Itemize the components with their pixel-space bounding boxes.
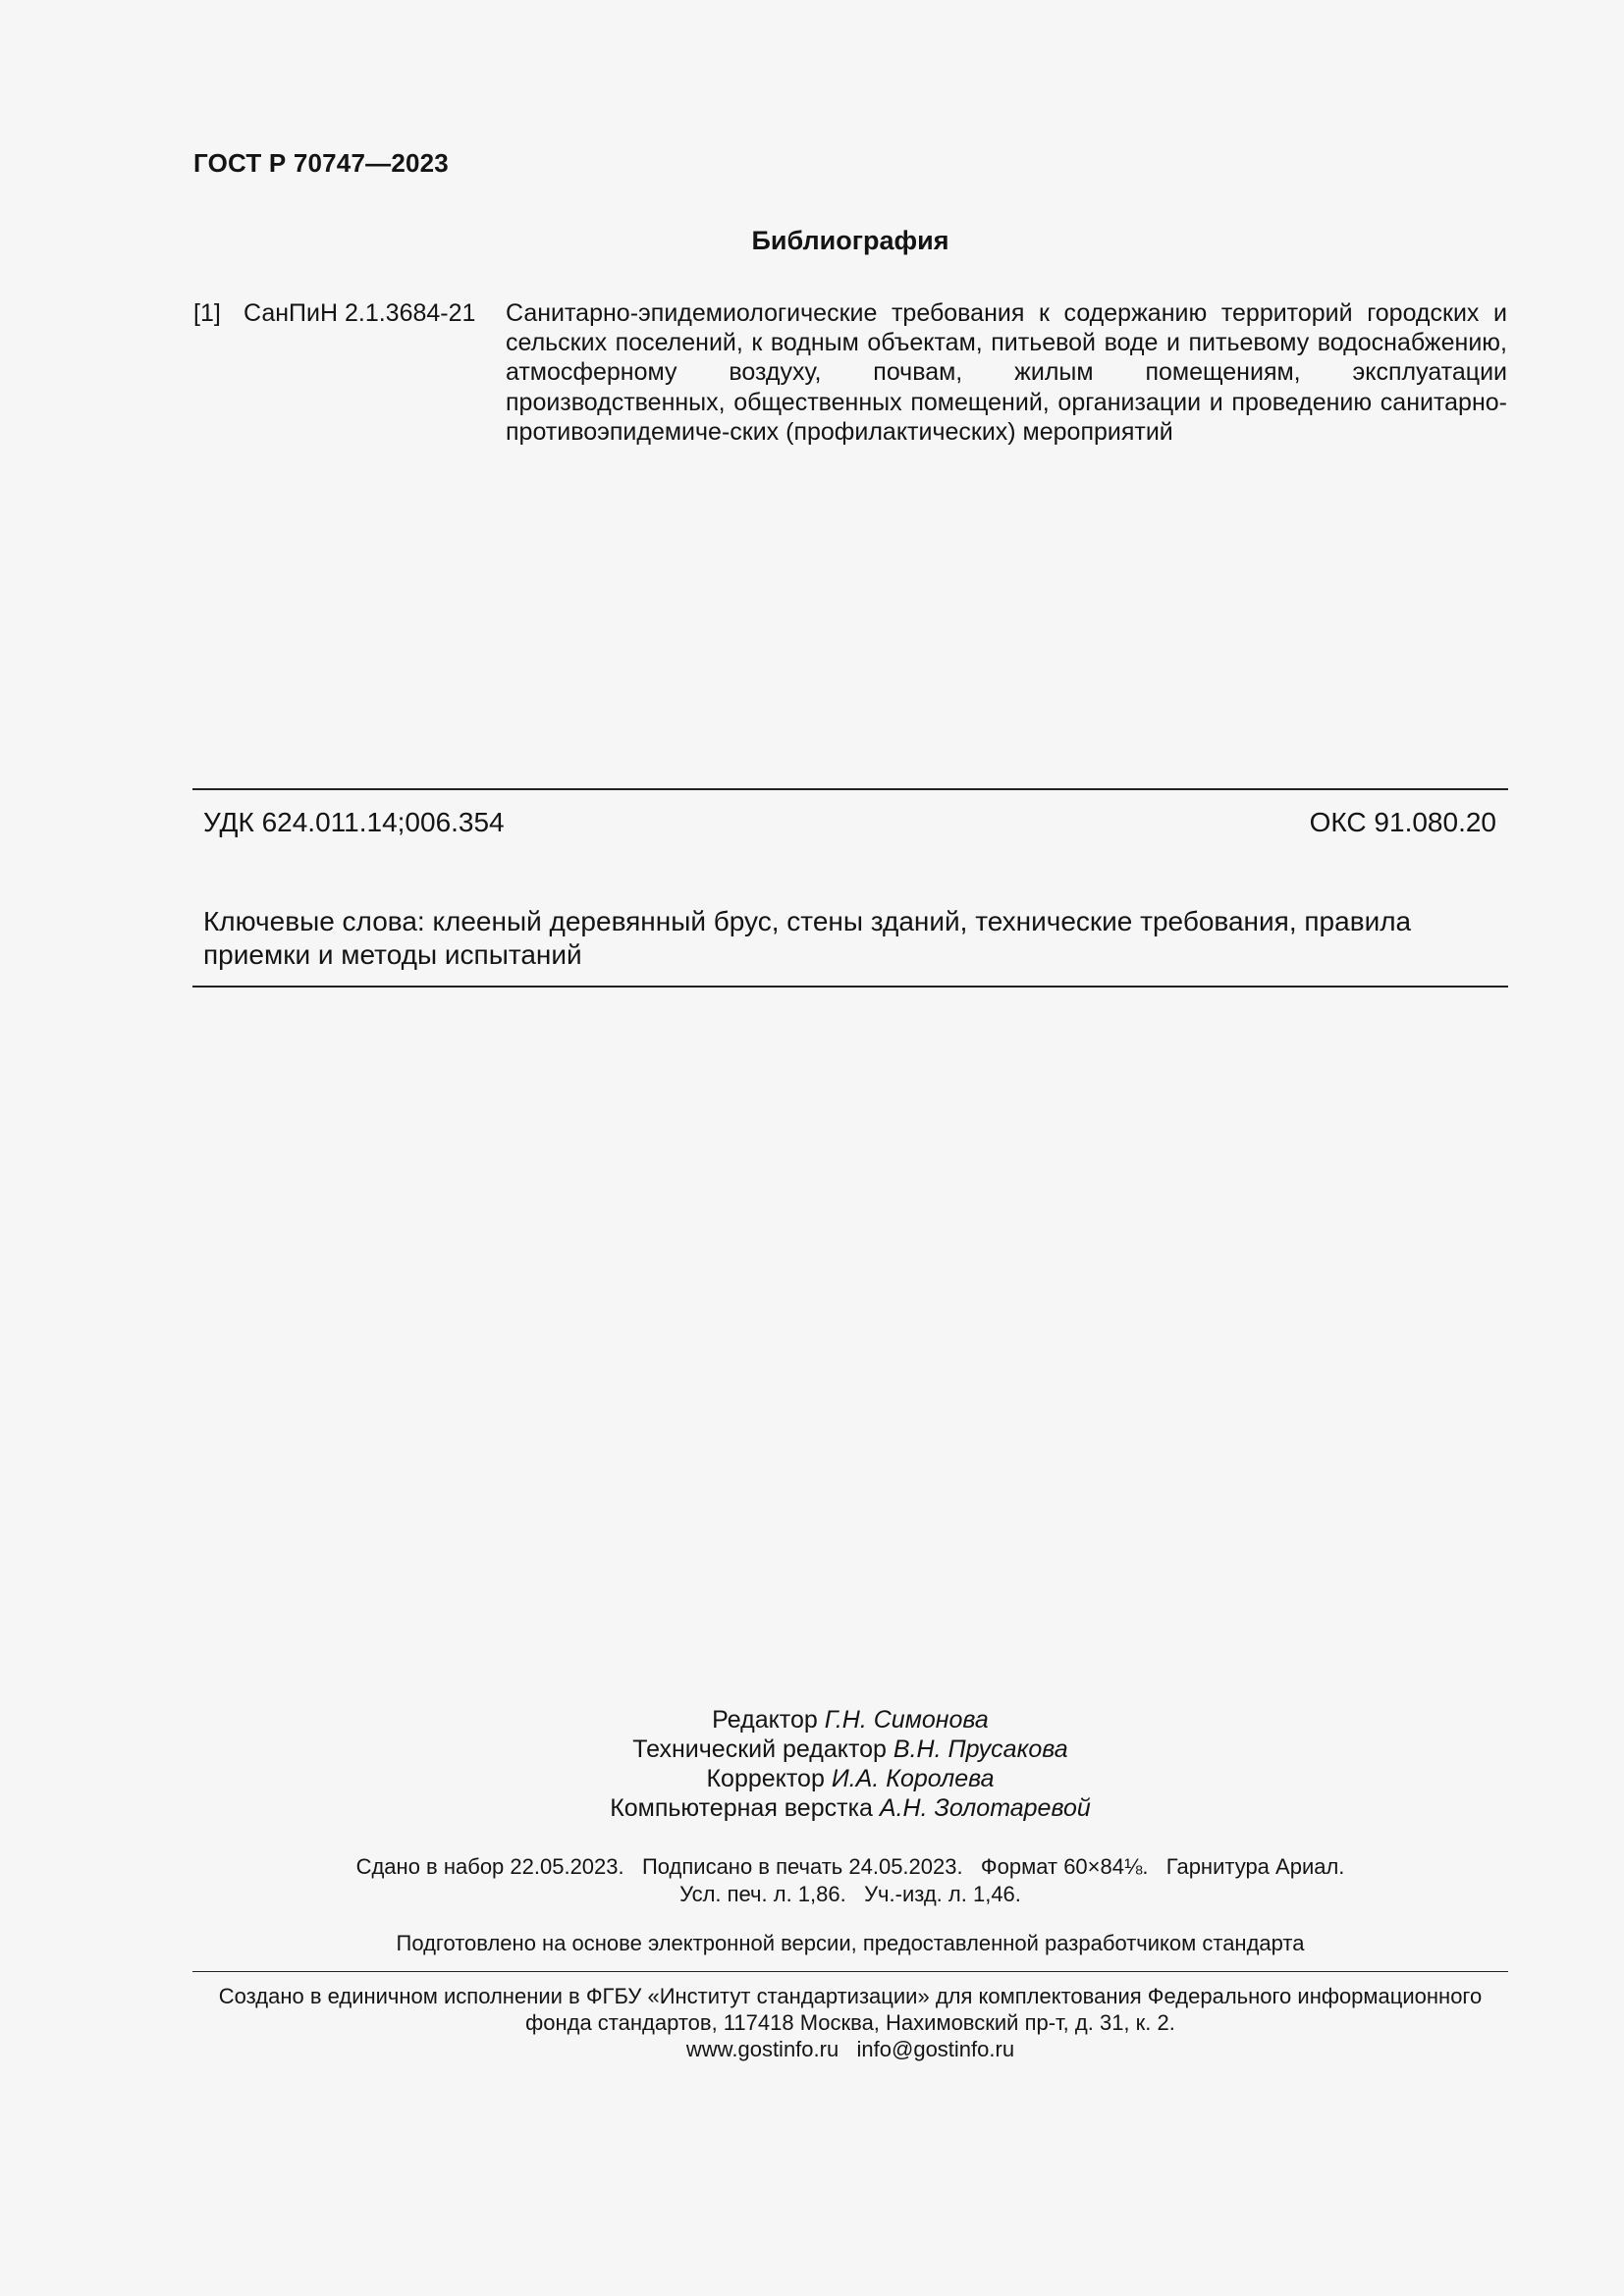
udk-code: УДК 624.011.14;006.354 [203, 807, 505, 837]
print-info-line: Сдано в набор 22.05.2023. Подписано в печать 24.05.2023. Формат 60×84⅛. Гарнитура Ариал. [355, 1854, 1345, 1879]
print-info [0, 1853, 1624, 1908]
credit-role: Технический редактор [632, 1735, 887, 1763]
document-code: ГОСТ Р 70747—2023 [193, 148, 449, 178]
bibliography-title: Библиография [751, 226, 949, 255]
credit-role: Корректор [706, 1765, 825, 1792]
credit-corrector [0, 1764, 1624, 1793]
credit-tech-editor [0, 1735, 1624, 1764]
credit-layout [0, 1793, 1624, 1823]
print-info-line: Усл. печ. л. 1,86. Уч.-изд. л. 1,46. [679, 1882, 1021, 1906]
oks-code: ОКС 91.080.20 [1309, 807, 1496, 837]
bib-entry-text: Санитарно-эпидемиологические требования к содержанию территорий городских и сельских поселений, к водным объектам, питьевой воде и питьевому водоснабжению, атмосферному воздуху, почвам, жилым помещениям, эксплуатации производственных, общественных помещений, организации и проведению санитарно-противоэпидемиче-ских (профилактических) мероприятий [506, 299, 1507, 446]
created-links: www.gostinfo.ru info@gostinfo.ru [685, 2037, 1015, 2061]
divider-top [192, 788, 1508, 790]
credit-role: Редактор [712, 1706, 818, 1734]
credit-name: Г.Н. Симонова [824, 1706, 989, 1734]
divider-footer [192, 1971, 1508, 1972]
created-line: фонда стандартов, 117418 Москва, Нахимовский пр-т, д. 31, к. 2. [525, 2010, 1175, 2035]
created-note [0, 1983, 1624, 2062]
prepared-note: Подготовлено на основе электронной версии, предоставленной разработчиком стандарта [396, 1931, 1305, 1955]
credits-block [0, 1705, 1624, 1823]
credit-name: И.А. Королева [831, 1765, 995, 1792]
keywords: Ключевые слова: клееный деревянный брус, стены зданий, технические требования, правила приемки и методы испытаний [203, 906, 1412, 970]
created-line: Создано в единичном исполнении в ФГБУ «Институт стандартизации» для комплектования Федерального информационного [218, 1984, 1483, 2008]
credit-role: Компьютерная верстка [610, 1794, 873, 1822]
bib-entry-number: [1] [193, 299, 221, 327]
credit-name: В.Н. Прусакова [893, 1735, 1068, 1763]
credit-name: А.Н. Золотаревой [879, 1794, 1091, 1822]
credit-editor [0, 1705, 1624, 1735]
bib-entry-code: СанПиН 2.1.3684-21 [244, 299, 476, 327]
divider-bottom [192, 986, 1508, 988]
